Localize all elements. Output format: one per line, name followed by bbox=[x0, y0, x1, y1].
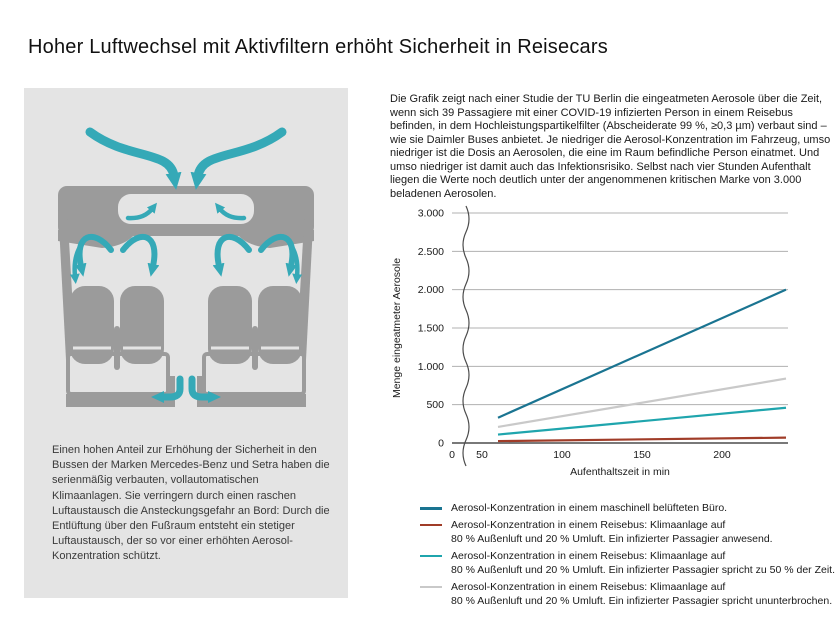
svg-text:200: 200 bbox=[713, 449, 731, 461]
airflow-intake-arrows bbox=[90, 132, 282, 176]
legend-label bbox=[451, 518, 773, 547]
legend-label bbox=[451, 501, 727, 516]
chart-description: Die Grafik zeigt nach einer Studie der TU Berlin die eingeatmeten Aerosole über die Zeit, wenn sich 39 Passagiere mit einer COVID-19 infizierten Person in einem Reisebus befinden, in dem Hochleistungspartikelfilter (Abscheiderate 99 %, ≥0,3 µm) verbaut sind – wie sie Daimler Buses anbietet. Je niedriger die Aerosol-Konzentration im Fahrzeug, umso niedriger ist die Dosis an Aerosolen, die eine im Raum befindliche Person einatmet. Und umso niedriger ist damit auch das Infektionsrisiko. Selbst nach vier Stunden Aufenthalt liegen die Werte noch deutlich unter der angenommenen kritischen Marke von 3.000 beladenen Aerosolen. bbox=[390, 93, 831, 200]
svg-text:100: 100 bbox=[553, 449, 571, 461]
bus-airflow-panel bbox=[24, 88, 348, 598]
svg-text:3.000: 3.000 bbox=[417, 207, 444, 220]
svg-text:2.500: 2.500 bbox=[417, 245, 444, 258]
legend-label-line2: 80 % Außenluft und 20 % Umluft. Ein infizierter Passagier spricht ununterbrochen. bbox=[451, 595, 833, 607]
legend-label-line1: Aerosol-Konzentration in einem maschinell belüfteten Büro. bbox=[451, 502, 728, 514]
legend-label bbox=[451, 580, 832, 609]
svg-text:1.500: 1.500 bbox=[417, 322, 444, 335]
legend-label-line1: Aerosol-Konzentration in einem Reisebus: Klimaanlage auf bbox=[451, 580, 726, 593]
page-title: Hoher Luftwechsel mit Aktivfiltern erhöht Sicherheit in Reisecars bbox=[28, 36, 608, 58]
svg-text:0: 0 bbox=[449, 449, 455, 461]
legend-label-line1: Aerosol-Konzentration in einem Reisebus: Klimaanlage auf bbox=[451, 518, 726, 531]
svg-text:2.000: 2.000 bbox=[417, 284, 444, 297]
svg-text:Menge eingeatmeter Aerosole: Menge eingeatmeter Aerosole bbox=[391, 257, 403, 399]
legend-item bbox=[420, 580, 835, 609]
legend-item bbox=[420, 518, 835, 547]
svg-text:50: 50 bbox=[476, 449, 488, 461]
chart-legend bbox=[420, 501, 835, 609]
legend-label-line2: 80 % Außenluft und 20 % Umluft. Ein infizierter Passagier anwesend. bbox=[451, 533, 773, 545]
svg-text:0: 0 bbox=[438, 437, 444, 450]
legend-label-line2: 80 % Außenluft und 20 % Umluft. Ein infizierter Passagier spricht zu 50 % der Zeit. bbox=[451, 564, 836, 576]
svg-text:1.000: 1.000 bbox=[417, 360, 444, 373]
legend-line-swatch bbox=[420, 555, 442, 558]
legend-label bbox=[451, 549, 835, 578]
svg-text:150: 150 bbox=[633, 449, 651, 461]
legend-item bbox=[420, 549, 835, 578]
legend-line-swatch bbox=[420, 586, 442, 589]
legend-line-swatch bbox=[420, 507, 442, 510]
panel-caption: Einen hohen Anteil zur Erhöhung der Sicherheit in den Bussen der Marken Mercedes-Benz und Setra haben die serienmäßig verbauten, vollautomatischen Klimaanlagen. Sie verringern durch einen raschen Luftaustausch die Ansteckungsgefahr an Bord: Durch die Entlüftung über den Fußraum entsteht ein stetiger Luftaustausch, der so vor einer erhöhten Aerosol-Konzentration schützt. bbox=[52, 444, 330, 563]
legend-label-line1: Aerosol-Konzentration in einem Reisebus: Klimaanlage auf bbox=[451, 549, 726, 562]
bus-seats bbox=[68, 286, 304, 394]
legend-line-swatch bbox=[420, 524, 442, 527]
svg-text:500: 500 bbox=[426, 399, 444, 412]
svg-text:Aufenthaltszeit in min: Aufenthaltszeit in min bbox=[570, 466, 670, 478]
legend-item bbox=[420, 501, 835, 516]
bus-cross-section-diagram bbox=[24, 98, 348, 432]
aerosol-line-chart bbox=[390, 198, 836, 490]
